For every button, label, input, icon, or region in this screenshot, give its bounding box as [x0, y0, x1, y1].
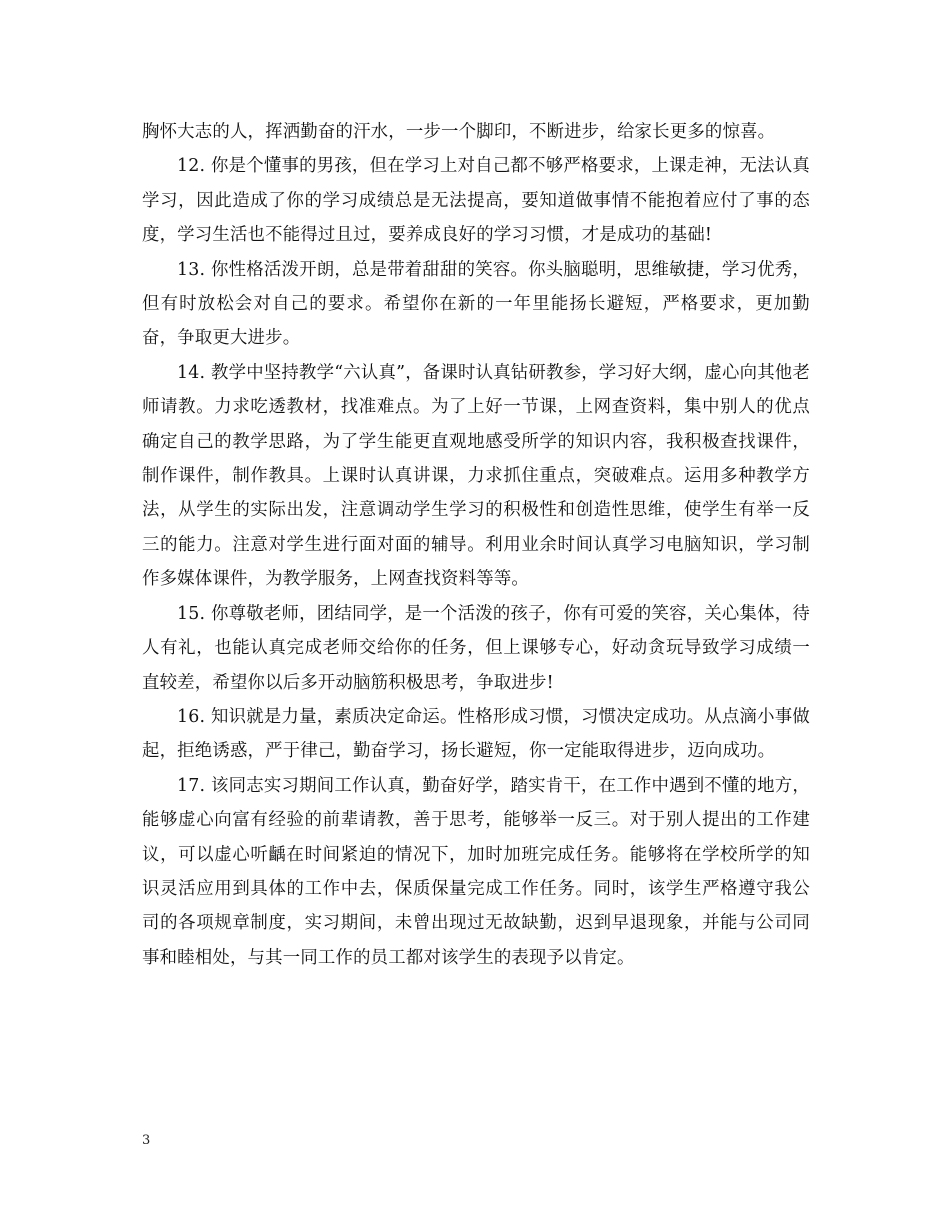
paragraph-item-12: 12. 你是个懂事的男孩，但在学习上对自己都不够严格要求，上课走神，无法认真学习，因此造成了你的学习成绩总是无法提高，要知道做事情不能抱着应付了事的态度，学习生活也不能得过且过，要养成良好的学习习惯，才是成功的基础!	[142, 156, 810, 246]
paragraph-item-17: 17. 该同志实习期间工作认真，勤奋好学，踏实肯干，在工作中遇到不懂的地方，能够虚心向富有经验的前辈请教，善于思考，能够举一反三。对于别人提出的工作建议，可以虚心听齲在时间紧迫的情况下，加时加班完成任务。能够将在学校所学的知识灵活应用到具体的工作中去，保质保量完成工作任务。同时，该学生严格遵守我公司的各项规章制度，实习期间，未曾出现过无故缺勤，迟到早退现象，并能与公司同事和睦相处，与其一同工作的员工都对该学生的表现予以肯定。	[142, 775, 810, 968]
paragraph-continuation: 胸怀大志的人，挥洒勤奋的汗水，一步一个脚印，不断进步，给家长更多的惊喜。	[142, 122, 776, 142]
paragraph-item-15: 15. 你尊敬老师，团结同学，是一个活泼的孩子，你有可爱的笑容，关心集体，待人有礼，也能认真完成老师交给你的任务，但上课够专心，好动贪玩导致学习成绩一直较差，希望你以后多开动脑筋积极思考，争取进步!	[142, 603, 810, 693]
paragraph-item-14: 14. 教学中坚持教学“六认真”，备课时认真钻研教参，学习好大纲，虚心向其他老师请教。力求吃透教材，找准难点。为了上好一节课，上网查资料，集中别人的优点确定自己的教学思路，为了学生能更直观地感受所学的知识内容，我积极查找课件，制作课件，制作教具。上课时认真讲课，力求抓住重点，突破难点。运用多种教学方法，从学生的实际出发，注意调动学生学习的积极性和创造性思维，使学生有举一反三的能力。注意对学生进行面对面的辅导。利用业余时间认真学习电脑知识，学习制作多媒体课件，为教学服务，上网查找资料等等。	[142, 362, 810, 590]
paragraph-item-16: 16. 知识就是力量，素质决定命运。性格形成习惯，习惯决定成功。从点滴小事做起，拒绝诱惑，严于律己，勤奋学习，扬长避短，你一定能取得进步，迈向成功。	[142, 706, 810, 762]
document-body	[142, 115, 810, 975]
paragraph-item-13: 13. 你性格活泼开朗，总是带着甜甜的笑容。你头脑聪明，思维敏捷，学习优秀，但有时放松会对自己的要求。希望你在新的一年里能扬长避短，严格要求，更加勤奋，争取更大进步。	[142, 259, 810, 349]
page-number: 3	[142, 1133, 151, 1148]
